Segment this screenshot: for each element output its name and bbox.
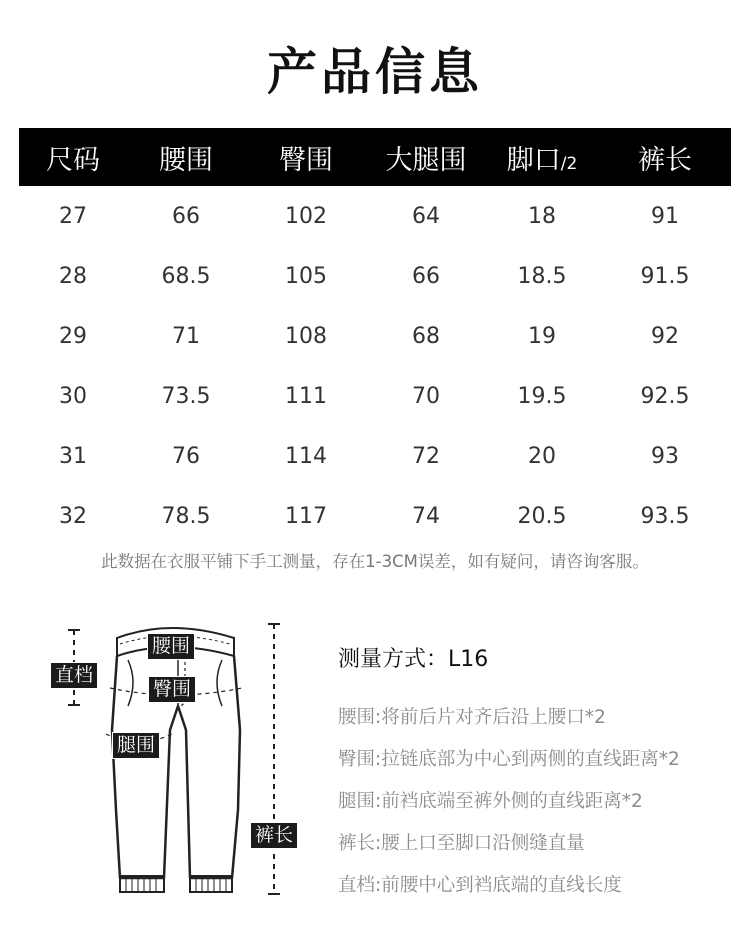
table-cell: 30 (59, 383, 87, 409)
table-cell: 102 (285, 203, 327, 229)
page-title: 产品信息 (267, 43, 483, 101)
table-body (19, 186, 731, 546)
method-item-rise: 直档:前腰中心到裆底端的直线长度 (338, 875, 622, 896)
table-row (19, 486, 731, 546)
table-cell: 114 (285, 443, 327, 469)
table-cell: 91.5 (640, 263, 690, 289)
table-cell: 18 (528, 203, 556, 229)
table-cell: 66 (412, 263, 440, 289)
table-cell: 71 (172, 323, 200, 349)
label-length: 裤长 (250, 822, 298, 849)
table-cell: 111 (285, 383, 327, 409)
table-cell: 28 (59, 263, 87, 289)
table-cell: 70 (412, 383, 440, 409)
label-waist: 腰围 (147, 633, 195, 660)
header-hem-label: 脚口 (506, 144, 561, 176)
table-cell: 92.5 (640, 383, 690, 409)
header-hem-suffix: /2 (560, 153, 578, 174)
table-cell: 76 (172, 443, 200, 469)
table-cell: 117 (285, 503, 327, 529)
table-cell: 66 (172, 203, 200, 229)
table-cell: 20 (528, 443, 556, 469)
table-cell: 20.5 (517, 503, 567, 529)
table-cell: 93.5 (640, 503, 690, 529)
table-row (19, 246, 731, 306)
table-cell: 74 (412, 503, 440, 529)
label-rise: 直档 (50, 662, 98, 689)
method-item-length: 裤长:腰上口至脚口沿侧缝直量 (338, 833, 585, 854)
table-cell: 19 (528, 323, 556, 349)
size-table (19, 128, 731, 546)
label-hip: 臀围 (148, 676, 196, 703)
header-hem (485, 128, 599, 186)
method-item-hip: 臀围:拉链底部为中心到两侧的直线距离*2 (338, 749, 680, 770)
header-size: 尺码 (19, 128, 127, 186)
table-cell: 91 (651, 203, 679, 229)
header-waist: 腰围 (127, 128, 245, 186)
table-row (19, 306, 731, 366)
table-row (19, 426, 731, 486)
table-cell: 18.5 (517, 263, 567, 289)
table-cell: 105 (285, 263, 327, 289)
table-cell: 68.5 (161, 263, 211, 289)
table-cell: 93 (651, 443, 679, 469)
header-length: 裤长 (599, 128, 731, 186)
table-cell: 72 (412, 443, 440, 469)
table-cell: 32 (59, 503, 87, 529)
measurement-note: 此数据在衣服平铺下手工测量，存在1-3CM误差，如有疑问，请咨询客服。 (101, 552, 649, 571)
table-header-row (19, 128, 731, 186)
header-hip: 臀围 (245, 128, 367, 186)
table-cell: 19.5 (517, 383, 567, 409)
table-cell: 78.5 (161, 503, 211, 529)
method-item-waist: 腰围:将前后片对齐后沿上腰口*2 (338, 707, 606, 728)
table-row (19, 366, 731, 426)
table-cell: 108 (285, 323, 327, 349)
table-cell: 27 (59, 203, 87, 229)
method-item-thigh: 腿围:前裆底端至裤外侧的直线距离*2 (338, 791, 643, 812)
table-cell: 31 (59, 443, 87, 469)
table-cell: 29 (59, 323, 87, 349)
table-cell: 73.5 (161, 383, 211, 409)
method-title: 测量方式：L16 (338, 647, 489, 672)
table-row (19, 186, 731, 246)
table-cell: 68 (412, 323, 440, 349)
table-cell: 92 (651, 323, 679, 349)
method-list (338, 704, 680, 914)
pants-diagram (40, 610, 320, 910)
table-cell: 64 (412, 203, 440, 229)
label-thigh: 腿围 (112, 732, 160, 759)
header-thigh: 大腿围 (367, 128, 485, 186)
